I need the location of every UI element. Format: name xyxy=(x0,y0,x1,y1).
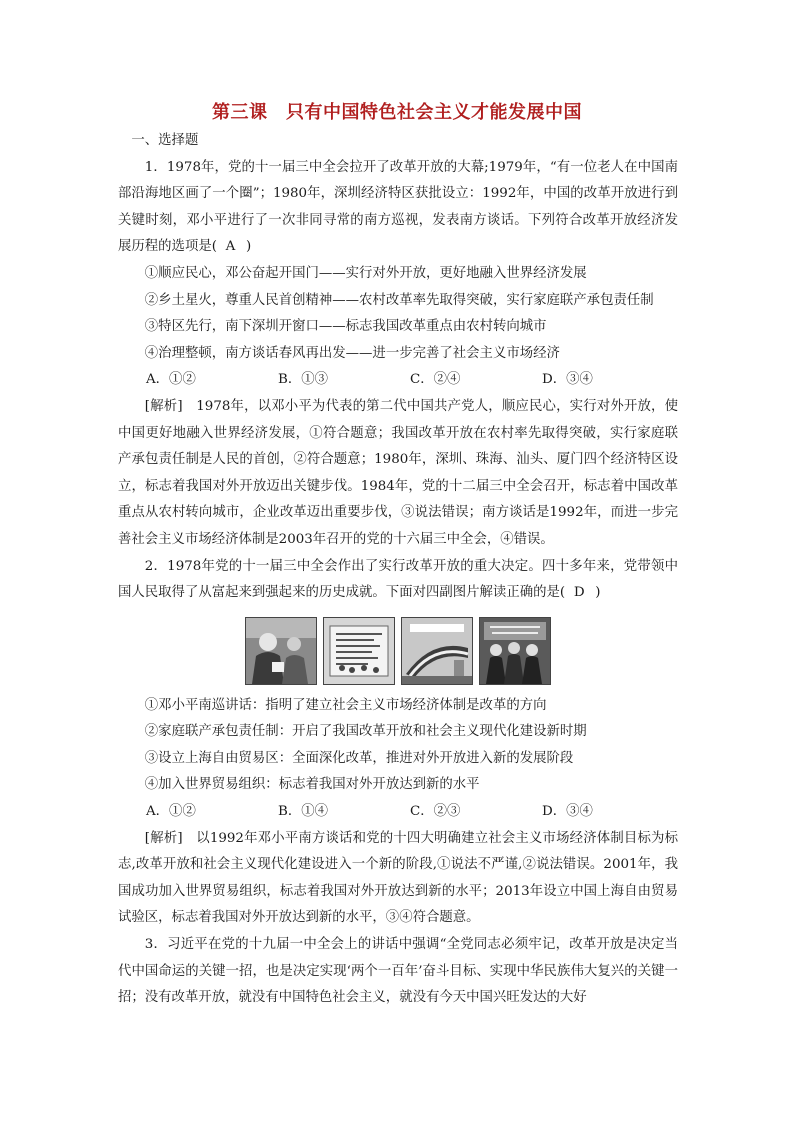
choice-b: B．①③ xyxy=(278,372,329,388)
choice-c: C．②③ xyxy=(410,804,461,820)
question-1-stem: 1．1978年，党的十一届三中全会拉开了改革开放的大幕;1979年，“有一位老人在中国南部沿海地区画了一个圈”；1980年，深圳经济特区获批设立：1992年，中国的改革开放进行到关键时刻，邓小平进行了一次非同寻常的南方巡视，发表南方谈话。下列符合改革开放经济发展历程的选项是( A ) xyxy=(118,159,678,255)
photo-deng-xiaoping xyxy=(245,617,317,685)
question-1-statement: ④治理整顿，南方谈话春风再出发——进一步完善了社会主义市场经济 xyxy=(144,345,560,361)
question-1-statement: ①顺应民心，邓公奋起开国门——实行对外开放，更好地融入世界经济发展 xyxy=(144,265,587,281)
question-2-stem: 2．1978年党的十一届三中全会作出了实行改革开放的重大决定。四十多年来，党带领中国人民取得了从富起来到强起来的历史成就。下面对四副图片解读正确的是( D ) xyxy=(118,558,678,601)
question-1-statement: ③特区先行，南下深圳开窗口——标志我国改革重点由农村转向城市 xyxy=(144,319,547,335)
question-1-choices xyxy=(118,367,678,394)
choice-a: A．①② xyxy=(146,804,196,820)
lesson-title: 第三课 只有中国特色社会主义才能发展中国 xyxy=(212,102,582,123)
photo-shanghai-ftz xyxy=(401,617,473,685)
photo-household-contract xyxy=(323,617,395,685)
question-2-statement: ③设立上海自由贸易区：全面深化改革，推进对外开放进入新的发展阶段 xyxy=(144,750,574,766)
choice-d: D．③④ xyxy=(542,372,593,388)
question-3-stem: 3．习近平在党的十九届一中全会上的讲话中强调“全党同志必须牢记，改革开放是决定当代中国命运的关键一招，也是决定实现‘两个一百年’奋斗目标、实现中华民族伟大复兴的关键一招；没有改革开放，就没有中国特色社会主义，就没有今天中国兴旺发达的大好 xyxy=(118,937,678,1006)
question-2-statement: ①邓小平南巡讲话：指明了建立社会主义市场经济体制是改革的方向 xyxy=(144,697,547,713)
question-2-choices xyxy=(118,799,678,826)
choice-c: C．②④ xyxy=(410,372,461,388)
choice-d: D．③④ xyxy=(542,804,593,820)
question-1-answer: A xyxy=(225,239,238,255)
question-2-photos xyxy=(118,617,678,685)
photo-wto-accession xyxy=(479,617,551,685)
question-2-answer: D xyxy=(573,585,587,601)
content-body xyxy=(118,128,678,1012)
question-2-statement: ②家庭联产承包责任制：开启了我国改革开放和社会主义现代化建设新时期 xyxy=(144,724,587,740)
question-1-statement: ②乡土星火，尊重人民首创精神——农村改革率先取得突破，实行家庭联产承包责任制 xyxy=(144,292,654,308)
section-heading: 一、选择题 xyxy=(131,133,199,148)
question-1-analysis: [解析] 1978年，以邓小平为代表的第二代中国共产党人，顺应民心，实行对外开放，使中国更好地融入世界经济发展，①符合题意；我国改革开放在农村率先取得突破，实行家庭联产承包责任制是人民的首创，②符合题意；1980年，深圳、珠海、汕头、厦门四个经济特区设立，标志着我国对外开放迈出关键步伐。1984年，党的十二届三中全会召开，标志着中国改革重点从农村转向城市，企业改革迈出重要步伐，③说法错误；南方谈话是1992年，而进一步完善社会主义市场经济体制是2003年召开的党的十六届三中全会，④错误。 xyxy=(118,398,678,547)
choice-a: A．①② xyxy=(146,372,196,388)
question-2-analysis: [解析] 以1992年邓小平南方谈话和党的十四大明确建立社会主义市场经济体制目标为标志,改革开放和社会主义现代化建设进入一个新的阶段,①说法不严谨,②说法错误。2001年，我国成功加入世界贸易组织，标志着我国对外开放达到新的水平；2013年设立中国上海自由贸易试验区，标志着我国对外开放达到新的水平，③④符合题意。 xyxy=(118,830,678,926)
question-2-statement: ④加入世界贸易组织：标志着我国对外开放达到新的水平 xyxy=(144,777,480,793)
choice-b: B．①④ xyxy=(278,804,329,820)
